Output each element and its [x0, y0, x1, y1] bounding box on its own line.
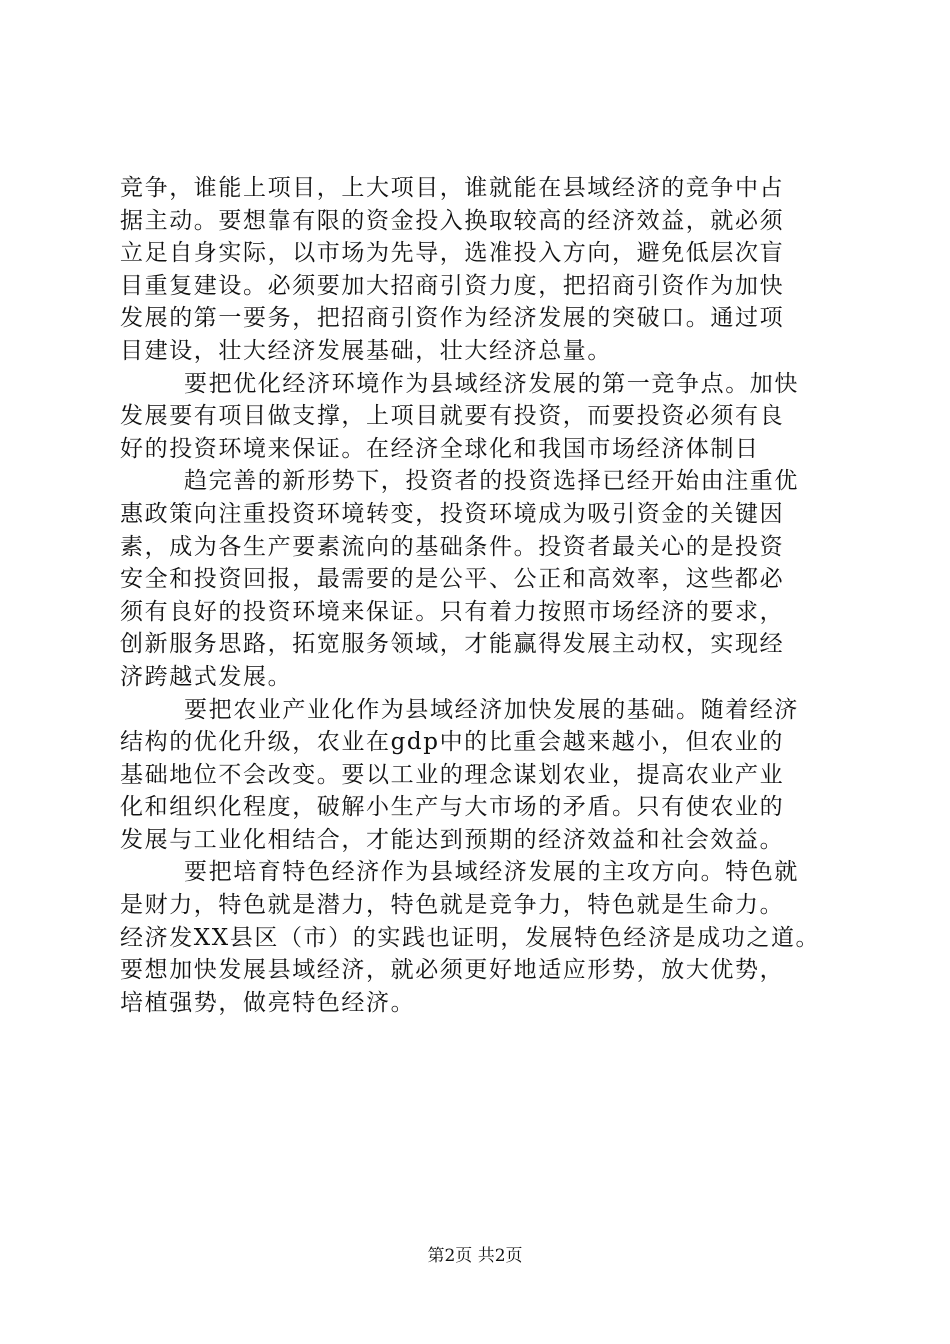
- text-line: 惠政策向注重投资环境转变，投资环境成为吸引资金的关键因: [120, 500, 785, 527]
- text-line: 素，成为各生产要素流向的基础条件。投资者最关心的是投资: [120, 533, 785, 560]
- text-line: 目建设，壮大经济发展基础，壮大经济总量。: [120, 337, 612, 364]
- text-line: 经济发XX县区（市）的实践也证明，发展特色经济是成功之道。: [120, 924, 821, 951]
- text-line: 发展要有项目做支撑，上项目就要有投资，而要投资必须有良: [120, 403, 785, 430]
- document-body: [120, 172, 840, 1019]
- paragraph-first-line: 要把优化经济环境作为县域经济发展的第一竞争点。加快: [184, 370, 799, 397]
- paragraph-first-line: 要把农业产业化作为县域经济加快发展的基础。随着经济: [184, 696, 799, 723]
- text-line: 结构的优化升级，农业在gdp中的比重会越来越小，但农业的: [120, 729, 784, 756]
- text-line: 培植强势，做亮特色经济。: [120, 989, 416, 1016]
- text-line: 须有良好的投资环境来保证。只有着力按照市场经济的要求，: [120, 598, 785, 625]
- text-line: 立足自身实际，以市场为先导，选准投入方向，避免低层次盲: [120, 240, 785, 267]
- text-line: 据主动。要想靠有限的资金投入换取较高的经济效益，就必须: [120, 207, 785, 234]
- page-number-footer: 第2页 共2页: [427, 1246, 523, 1266]
- paragraph-first-line: 趋完善的新形势下，投资者的投资选择已经开始由注重优: [184, 468, 799, 495]
- paragraph-first-line: 要把培育特色经济作为县域经济发展的主攻方向。特色就: [184, 859, 799, 886]
- text-line: 创新服务思路，拓宽服务领域，才能赢得发展主动权，实现经: [120, 631, 785, 658]
- text-line: 发展的第一要务，把招商引资作为经济发展的突破口。通过项: [120, 305, 785, 332]
- text-line: 安全和投资回报，最需要的是公平、公正和高效率，这些都必: [120, 566, 785, 593]
- text-line: 好的投资环境来保证。在经济全球化和我国市场经济体制日: [120, 435, 760, 462]
- text-line: 是财力，特色就是潜力，特色就是竞争力，特色就是生命力。: [120, 892, 785, 919]
- text-line: 基础地位不会改变。要以工业的理念谋划农业，提高农业产业: [120, 761, 785, 788]
- text-line: 目重复建设。必须要加大招商引资力度，把招商引资作为加快: [120, 272, 785, 299]
- text-line: 化和组织化程度，破解小生产与大市场的矛盾。只有使农业的: [120, 794, 785, 821]
- text-line: 济跨越式发展。: [120, 663, 293, 690]
- text-line: 要想加快发展县域经济，就必须更好地适应形势，放大优势，: [120, 957, 785, 984]
- text-line: 竞争，谁能上项目，上大项目，谁就能在县域经济的竞争中占: [120, 175, 785, 201]
- text-line: 发展与工业化相结合，才能达到预期的经济效益和社会效益。: [120, 826, 785, 853]
